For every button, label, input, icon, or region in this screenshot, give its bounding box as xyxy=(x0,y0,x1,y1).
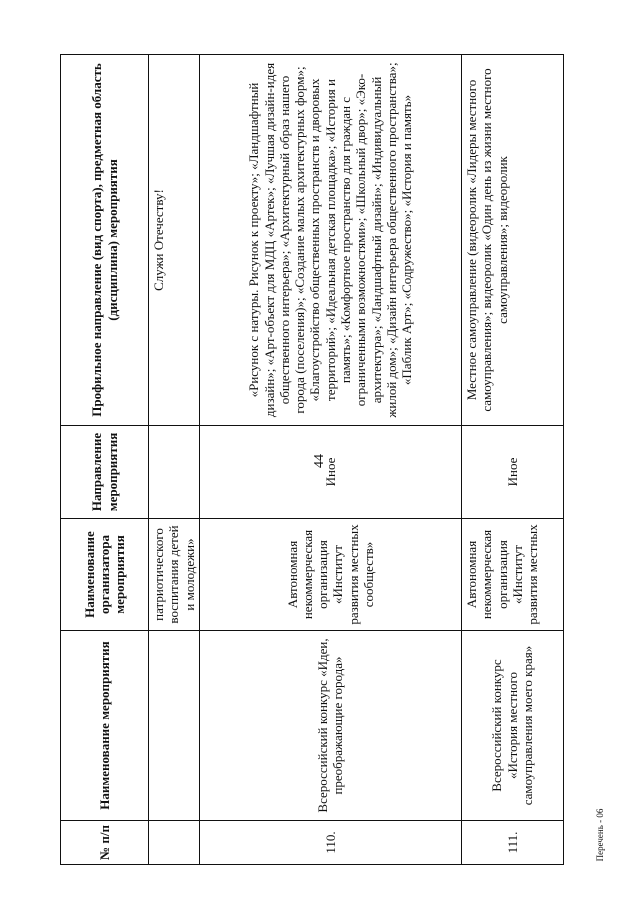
cell-event-name: Всероссийский конкурс «Идеи, преображающие города» xyxy=(199,631,461,821)
cell-direction: Иное xyxy=(461,426,563,519)
events-table xyxy=(60,54,564,865)
header-organizer: Наименование организатора мероприятия xyxy=(61,519,149,631)
cell-num xyxy=(149,821,200,865)
table-row-continuation xyxy=(149,55,200,865)
cell-profile: Местное самоуправление (видеоролик «Лидеры местного самоуправления»; видеоролик «Один день из жизни местного самоуправления»; видеоролик xyxy=(461,55,563,426)
footer-note: Перечень - 06 xyxy=(595,808,605,862)
header-event-name: Наименование мероприятия xyxy=(61,631,149,821)
cell-event-name xyxy=(149,631,200,821)
cell-organizer: Автономная некоммерческая организация «Институт развития местных сообществ» xyxy=(199,519,461,631)
cell-direction xyxy=(149,426,200,519)
page-number: 44 xyxy=(312,454,327,468)
cell-profile: «Рисунок с натуры. Рисунок к проекту»; «Ландшафтный дизайн»; «Арт-объект для МДЦ «Артек»; «Лучшая дизайн-идея общественного интерьера»; «Архитектурный образ нашего города (поселения)»; «Создание малых архитектурных форм»; «Благоустройство общественных пространств и дворовых территорий»; «Идеальная детская площадка»; «История и память»; «Комфортное пространство для граждан с ограниченными возможностями»; «Школьный двор»; «Эко-архитектура»; «Ландшафтный дизайн»; «Индивидуальный жилой дом»; «Дизайн интерьера общественного пространства»; «Паблик Арт»; «Содружество»; «История и память» xyxy=(199,55,461,426)
header-num: № п/п xyxy=(61,821,149,865)
cell-organizer: патриотического воспитания детей и молодежи» xyxy=(149,519,200,631)
table-row xyxy=(199,55,461,865)
cell-num: 110. xyxy=(199,821,461,865)
cell-num: 111. xyxy=(461,821,563,865)
document-table-container xyxy=(60,55,540,865)
header-direction: Направление мероприятия xyxy=(61,426,149,519)
cell-event-name: Всероссийский конкурс «История местного самоуправления моего края» xyxy=(461,631,563,821)
table-row xyxy=(461,55,563,865)
cell-direction: Иное xyxy=(199,426,461,519)
header-profile: Профильное направление (вид спорта), предметная область (дисциплина) мероприятия xyxy=(61,55,149,426)
cell-organizer: Автономная некоммерческая организация «Институт развития местных xyxy=(461,519,563,631)
cell-profile: Служи Отечеству! xyxy=(149,55,200,426)
rotated-table xyxy=(60,55,540,865)
table-header-row xyxy=(61,55,149,865)
